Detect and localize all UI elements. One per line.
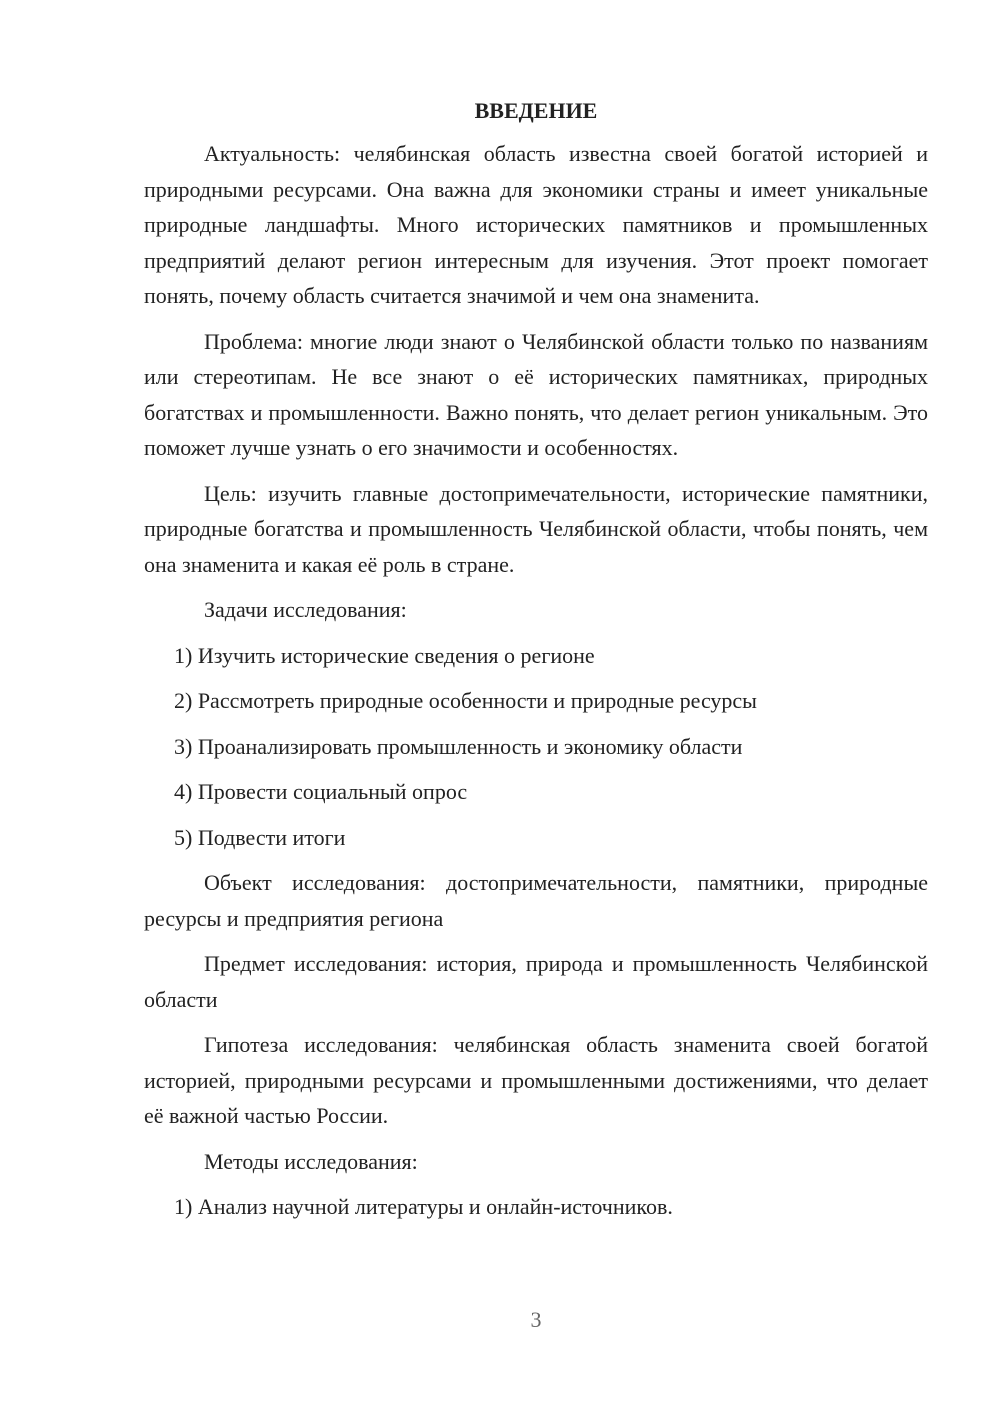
task-item: 1) Изучить исторические сведения о регионе xyxy=(174,642,595,668)
methods-heading: Методы исследования: xyxy=(204,1148,418,1174)
task-item: 3) Проанализировать промышленность и экономику области xyxy=(174,733,743,759)
methods-list xyxy=(144,1189,928,1225)
object-paragraph: Объект исследования: достопримечательности, памятники, природные ресурсы и предприятия региона xyxy=(144,870,928,931)
page-title: ВВЕДЕНИЕ xyxy=(474,98,598,123)
task-item: 2) Рассмотреть природные особенности и природные ресурсы xyxy=(174,688,757,713)
subject-paragraph: Предмет исследования: история, природа и промышленность Челябинской области xyxy=(144,951,928,1012)
method-item: 1) Анализ научной литературы и онлайн-источников. xyxy=(174,1194,673,1219)
hypothesis-paragraph: Гипотеза исследования: челябинская область знаменита своей богатой историей, природными ресурсами и промышленными достижениями, что делает её важной частью России. xyxy=(144,1032,928,1128)
tasks-list xyxy=(144,638,928,856)
task-item: 5) Подвести итоги xyxy=(174,824,346,850)
task-item: 4) Провести социальный опрос xyxy=(174,779,468,804)
page-content xyxy=(144,93,928,1235)
relevance-paragraph: Актуальность: челябинская область известна своей богатой историей и природными ресурсами. Она важна для экономики страны и имеет уникальные природные ландшафты. Много исторических памятников и промышленных предприятий делают регион интересным для изучения. Этот проект помогает понять, почему область считается значимой и чем она знаменита. xyxy=(144,141,928,308)
problem-paragraph: Проблема: многие люди знают о Челябинской области только по названиям или стереотипам. Не все знают о её исторических памятниках, природных богатствах и промышленности. Важно понять, что делает регион уникальным. Это поможет лучше узнать о его значимости и особенностях. xyxy=(144,328,928,460)
goal-paragraph: Цель: изучить главные достопримечательности, исторические памятники, природные богатства и промышленность Челябинской области, чтобы понять, чем она знаменита и какая её роль в стране. xyxy=(144,480,928,577)
tasks-heading: Задачи исследования: xyxy=(204,597,407,622)
page-number: 3 xyxy=(530,1307,542,1332)
